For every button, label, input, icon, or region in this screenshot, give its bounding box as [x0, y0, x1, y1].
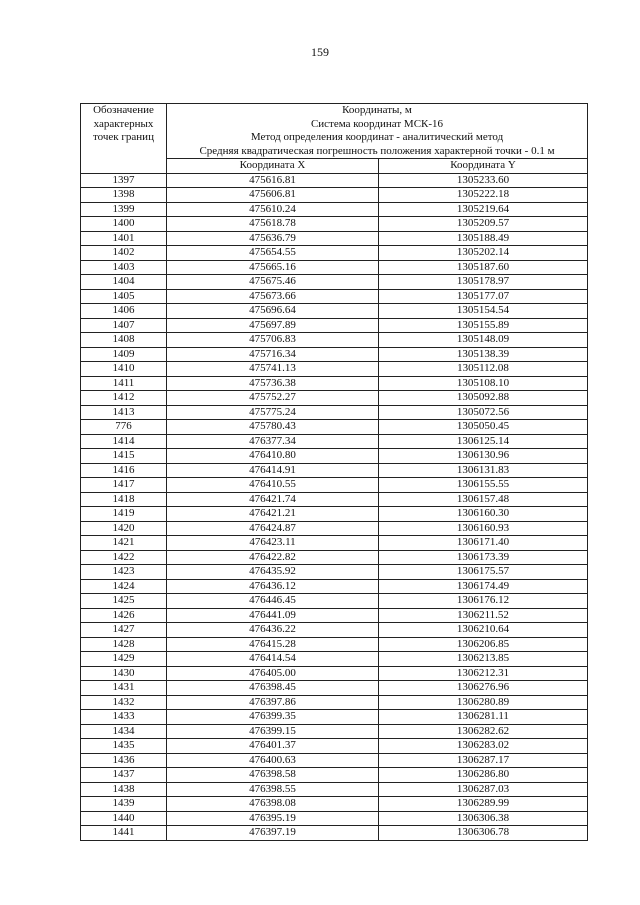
coordinate-x-cell: 476399.35: [167, 710, 379, 725]
coordinate-y-cell: 1305154.54: [379, 304, 588, 319]
coordinate-x-cell: 476395.19: [167, 811, 379, 826]
table-row: [81, 782, 588, 797]
coordinate-y-cell: 1306286.80: [379, 768, 588, 783]
table-row: [81, 420, 588, 435]
coordinate-y-cell: 1306287.17: [379, 753, 588, 768]
coordinate-x-cell: 476436.22: [167, 623, 379, 638]
table-row: [81, 492, 588, 507]
coordinate-y-cell: 1305222.18: [379, 188, 588, 203]
point-id-cell: 1404: [81, 275, 167, 290]
coordinate-y-cell: 1306213.85: [379, 652, 588, 667]
coordinate-y-cell: 1306155.55: [379, 478, 588, 493]
point-id-cell: 1411: [81, 376, 167, 391]
coordinate-x-cell: 475752.27: [167, 391, 379, 406]
coordinate-x-cell: 475716.34: [167, 347, 379, 362]
coordinate-y-cell: 1306175.57: [379, 565, 588, 580]
point-id-cell: 1418: [81, 492, 167, 507]
point-id-cell: 1397: [81, 173, 167, 188]
coordinate-y-cell: 1306211.52: [379, 608, 588, 623]
coordinate-x-cell: 476421.21: [167, 507, 379, 522]
coordinate-y-cell: 1305177.07: [379, 289, 588, 304]
table-row: [81, 391, 588, 406]
table-body: [81, 173, 588, 840]
table-row: [81, 797, 588, 812]
coordinate-y-cell: 1306131.83: [379, 463, 588, 478]
table-row: [81, 608, 588, 623]
coordinate-x-cell: 475673.66: [167, 289, 379, 304]
coordinate-x-cell: 475697.89: [167, 318, 379, 333]
point-id-cell: 1421: [81, 536, 167, 551]
coordinate-y-cell: 1306125.14: [379, 434, 588, 449]
point-id-cell: 1398: [81, 188, 167, 203]
table-row: [81, 188, 588, 203]
coordinate-y-cell: 1306306.38: [379, 811, 588, 826]
coordinate-x-cell: 475696.64: [167, 304, 379, 319]
coordinates-header-line: Средняя квадратическая погрешность положения характерной точки - 0.1 м: [199, 144, 555, 157]
point-id-cell: 1441: [81, 826, 167, 841]
coordinate-y-cell: 1305187.60: [379, 260, 588, 275]
coordinate-x-cell: 476401.37: [167, 739, 379, 754]
table-row: [81, 260, 588, 275]
coordinate-y-cell: 1306130.96: [379, 449, 588, 464]
point-id-cell: 1413: [81, 405, 167, 420]
point-id-cell: 1431: [81, 681, 167, 696]
coordinate-y-cell: 1306283.02: [379, 739, 588, 754]
table-row: [81, 550, 588, 565]
coordinate-y-header: Координата Y: [379, 159, 588, 174]
point-id-cell: 1417: [81, 478, 167, 493]
point-id-cell: 1426: [81, 608, 167, 623]
coordinate-y-cell: 1306174.49: [379, 579, 588, 594]
coordinate-y-cell: 1306281.11: [379, 710, 588, 725]
point-designation-header: [81, 104, 167, 174]
table-row: [81, 652, 588, 667]
table-row: [81, 217, 588, 232]
point-id-cell: 1438: [81, 782, 167, 797]
coordinate-y-cell: 1305188.49: [379, 231, 588, 246]
point-id-cell: 1433: [81, 710, 167, 725]
coordinates-table: [80, 103, 588, 841]
coordinate-x-cell: 476398.45: [167, 681, 379, 696]
table-row: [81, 289, 588, 304]
table-row: [81, 173, 588, 188]
table-row: [81, 681, 588, 696]
table-row: [81, 246, 588, 261]
coordinate-y-cell: 1305219.64: [379, 202, 588, 217]
coordinate-x-cell: 475618.78: [167, 217, 379, 232]
coordinates-header-line: Координаты, м: [342, 104, 412, 116]
table-row: [81, 376, 588, 391]
coordinate-x-cell: 476424.87: [167, 521, 379, 536]
point-id-cell: 1432: [81, 695, 167, 710]
table-row: [81, 202, 588, 217]
point-id-cell: 1439: [81, 797, 167, 812]
table-row: [81, 507, 588, 522]
table-row: [81, 666, 588, 681]
coordinate-x-header: Координата X: [167, 159, 379, 174]
point-id-cell: 1429: [81, 652, 167, 667]
coordinates-header-line: Система координат МСК-16: [310, 117, 444, 130]
coordinate-x-cell: 475775.24: [167, 405, 379, 420]
coordinate-x-cell: 476423.11: [167, 536, 379, 551]
point-id-cell: 1399: [81, 202, 167, 217]
table-row: [81, 565, 588, 580]
table-row: [81, 623, 588, 638]
point-id-cell: 776: [81, 420, 167, 435]
point-id-cell: 1435: [81, 739, 167, 754]
page-number: 159: [311, 45, 329, 59]
point-id-cell: 1422: [81, 550, 167, 565]
point-id-cell: 1403: [81, 260, 167, 275]
point-id-cell: 1416: [81, 463, 167, 478]
point-id-cell: 1425: [81, 594, 167, 609]
coordinate-y-cell: 1305148.09: [379, 333, 588, 348]
coordinate-y-cell: 1305178.97: [379, 275, 588, 290]
point-id-cell: 1406: [81, 304, 167, 319]
coordinate-x-cell: 476410.80: [167, 449, 379, 464]
coordinates-header: [167, 104, 588, 159]
point-id-cell: 1401: [81, 231, 167, 246]
coordinate-y-cell: 1306160.93: [379, 521, 588, 536]
coordinate-y-cell: 1306173.39: [379, 550, 588, 565]
point-id-cell: 1415: [81, 449, 167, 464]
coordinate-x-cell: 476422.82: [167, 550, 379, 565]
point-designation-header-line: точек границ: [93, 131, 154, 143]
coordinate-y-cell: 1306287.03: [379, 782, 588, 797]
point-id-cell: 1400: [81, 217, 167, 232]
table-row: [81, 434, 588, 449]
coordinate-x-cell: 476436.12: [167, 579, 379, 594]
table-row: [81, 579, 588, 594]
coordinate-y-cell: 1305209.57: [379, 217, 588, 232]
coordinate-y-cell: 1306171.40: [379, 536, 588, 551]
coordinate-x-cell: 476421.74: [167, 492, 379, 507]
point-id-cell: 1427: [81, 623, 167, 638]
coordinate-x-cell: 476398.55: [167, 782, 379, 797]
coordinate-x-cell: 475675.46: [167, 275, 379, 290]
table-row: [81, 304, 588, 319]
table-row: [81, 695, 588, 710]
coordinate-x-cell: 475606.81: [167, 188, 379, 203]
point-id-cell: 1419: [81, 507, 167, 522]
coordinate-y-cell: 1305155.89: [379, 318, 588, 333]
coordinate-y-cell: 1306282.62: [379, 724, 588, 739]
point-id-cell: 1402: [81, 246, 167, 261]
table-row: [81, 275, 588, 290]
table-row: [81, 753, 588, 768]
point-id-cell: 1414: [81, 434, 167, 449]
table-row: [81, 449, 588, 464]
point-designation-header-line: Обозначение: [93, 104, 154, 116]
table-row: [81, 405, 588, 420]
table-row: [81, 594, 588, 609]
point-id-cell: 1405: [81, 289, 167, 304]
coordinate-y-cell: 1305112.08: [379, 362, 588, 377]
coordinate-y-cell: 1306206.85: [379, 637, 588, 652]
table-row: [81, 724, 588, 739]
point-id-cell: 1408: [81, 333, 167, 348]
coordinate-y-cell: 1306176.12: [379, 594, 588, 609]
coordinate-x-cell: 475706.83: [167, 333, 379, 348]
coordinate-y-cell: 1306276.96: [379, 681, 588, 696]
point-id-cell: 1412: [81, 391, 167, 406]
point-id-cell: 1423: [81, 565, 167, 580]
coordinate-x-cell: 476410.55: [167, 478, 379, 493]
coordinate-x-cell: 476405.00: [167, 666, 379, 681]
coordinate-x-cell: 475636.79: [167, 231, 379, 246]
coordinate-x-cell: 476441.09: [167, 608, 379, 623]
table-row: [81, 478, 588, 493]
coordinate-y-cell: 1306280.89: [379, 695, 588, 710]
coordinate-y-cell: 1305072.56: [379, 405, 588, 420]
coordinate-x-cell: 475665.16: [167, 260, 379, 275]
table-header-row: [81, 104, 588, 159]
coordinate-x-cell: 476399.15: [167, 724, 379, 739]
coordinate-x-cell: 476400.63: [167, 753, 379, 768]
coordinates-header-line: Метод определения координат - аналитический метод: [250, 131, 504, 143]
table-row: [81, 521, 588, 536]
table-row: [81, 536, 588, 551]
coordinate-y-cell: 1305050.45: [379, 420, 588, 435]
coordinate-x-cell: 476377.34: [167, 434, 379, 449]
coordinate-x-cell: 475654.55: [167, 246, 379, 261]
coordinate-x-cell: 475736.38: [167, 376, 379, 391]
coordinate-y-cell: 1306289.99: [379, 797, 588, 812]
coordinate-x-cell: 476414.54: [167, 652, 379, 667]
coordinate-x-cell: 475780.43: [167, 420, 379, 435]
point-id-cell: 1410: [81, 362, 167, 377]
table-row: [81, 318, 588, 333]
coordinate-x-cell: 476446.45: [167, 594, 379, 609]
coordinate-x-cell: 476414.91: [167, 463, 379, 478]
coordinate-y-cell: 1305138.39: [379, 347, 588, 362]
point-id-cell: 1440: [81, 811, 167, 826]
table-row: [81, 231, 588, 246]
coordinate-y-cell: 1305108.10: [379, 376, 588, 391]
coordinate-y-cell: 1306157.48: [379, 492, 588, 507]
coordinate-x-cell: 475616.81: [167, 173, 379, 188]
table-row: [81, 768, 588, 783]
coordinate-y-cell: 1305233.60: [379, 173, 588, 188]
coordinate-x-cell: 476415.28: [167, 637, 379, 652]
point-designation-header-line: характерных: [93, 117, 154, 130]
point-id-cell: 1436: [81, 753, 167, 768]
point-id-cell: 1428: [81, 637, 167, 652]
coordinate-y-cell: 1306306.78: [379, 826, 588, 841]
table-row: [81, 463, 588, 478]
coordinate-y-cell: 1306212.31: [379, 666, 588, 681]
coordinate-x-cell: 475741.13: [167, 362, 379, 377]
coordinate-x-cell: 476398.08: [167, 797, 379, 812]
point-id-cell: 1430: [81, 666, 167, 681]
table-row: [81, 710, 588, 725]
table-row: [81, 637, 588, 652]
table-row: [81, 826, 588, 841]
coordinate-y-cell: 1306160.30: [379, 507, 588, 522]
point-id-cell: 1407: [81, 318, 167, 333]
table-row: [81, 347, 588, 362]
point-id-cell: 1437: [81, 768, 167, 783]
table-row: [81, 362, 588, 377]
coordinate-x-cell: 476398.58: [167, 768, 379, 783]
point-id-cell: 1420: [81, 521, 167, 536]
coordinate-x-cell: 475610.24: [167, 202, 379, 217]
coordinate-y-cell: 1305092.88: [379, 391, 588, 406]
coordinate-y-cell: 1306210.64: [379, 623, 588, 638]
table-row: [81, 739, 588, 754]
table-row: [81, 811, 588, 826]
point-id-cell: 1424: [81, 579, 167, 594]
coordinate-x-cell: 476397.86: [167, 695, 379, 710]
coordinate-y-cell: 1305202.14: [379, 246, 588, 261]
coordinate-x-cell: 476435.92: [167, 565, 379, 580]
point-id-cell: 1409: [81, 347, 167, 362]
point-id-cell: 1434: [81, 724, 167, 739]
table-row: [81, 333, 588, 348]
coordinate-x-cell: 476397.19: [167, 826, 379, 841]
